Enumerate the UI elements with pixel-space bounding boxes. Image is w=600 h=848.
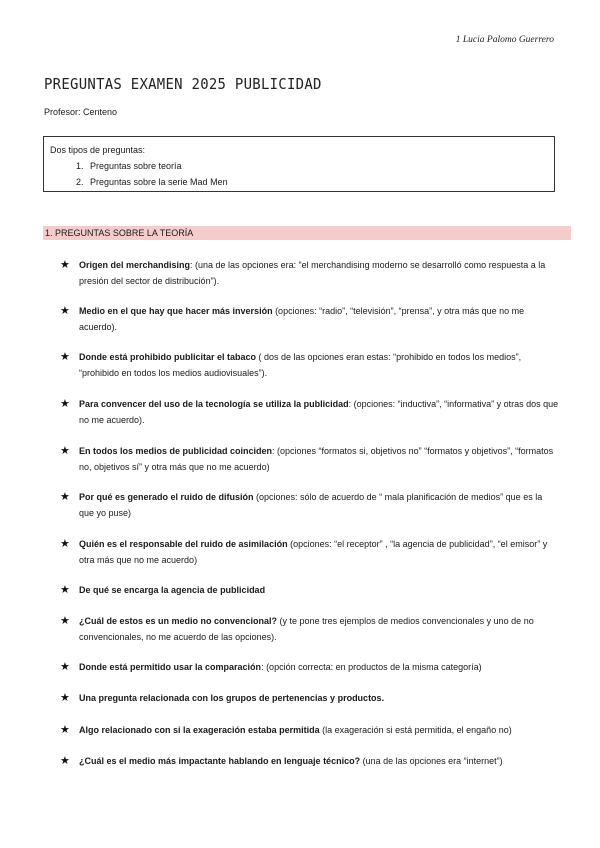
star-icon: ★ <box>60 305 70 317</box>
question-title: ¿Cuál es el medio más impactante hablando en lenguaje técnico? <box>79 756 361 766</box>
question-title: Por qué es generado el ruido de difusión <box>79 492 254 502</box>
question-title: Donde está prohibido publicitar el tabaco <box>79 352 257 362</box>
section-heading: 1. PREGUNTAS SOBRE LA TEORÍA <box>43 226 571 240</box>
question-item <box>79 582 559 598</box>
question-detail: (opciones: sólo de acuerdo de “ mala planificación de medios” que es la que yo puse) <box>79 492 543 518</box>
question-detail: (opciones: “radio”, “televisión”, “prensa”, y otra más que no me acuerdo). <box>79 306 525 332</box>
star-icon: ★ <box>60 661 70 673</box>
question-item <box>79 349 559 381</box>
star-icon: ★ <box>60 615 70 627</box>
question-item <box>79 613 559 645</box>
star-icon: ★ <box>60 584 70 596</box>
question-item <box>79 536 559 568</box>
star-icon: ★ <box>60 351 70 363</box>
question-item <box>79 257 559 289</box>
question-detail: : (opciones: “inductiva”, “informativa” y otras dos que no me acuerdo). <box>79 399 559 425</box>
question-types-list <box>50 158 548 190</box>
star-icon: ★ <box>60 259 70 271</box>
question-detail: (una de las opciones era “internet”) <box>360 756 503 766</box>
question-title: Quién es el responsable del ruido de asimilación <box>79 539 288 549</box>
question-item <box>79 396 559 428</box>
question-detail: ( dos de las opciones eran estas: “prohibido en todos los medios”, “prohibido en todos los medios audiovisuales”). <box>79 352 522 378</box>
star-icon: ★ <box>60 445 70 457</box>
question-item <box>79 722 559 738</box>
question-detail: : (opción correcta: en productos de la misma categoría) <box>261 662 482 672</box>
question-item <box>79 443 559 475</box>
question-title: Donde está permitido usar la comparación <box>79 662 262 672</box>
question-item <box>79 659 559 675</box>
question-title: Una pregunta relacionada con los grupos de pertenencias y productos. <box>79 693 385 703</box>
question-detail: : (una de las opciones era: “el merchandising moderno se desarrolló como respuesta a la presión del sector de distribución”). <box>79 260 546 286</box>
star-icon: ★ <box>60 491 70 503</box>
author-header: 1 Lucia Palomo Guerrero <box>455 35 554 45</box>
question-title: Origen del merchandising <box>79 260 191 270</box>
question-item <box>79 690 559 706</box>
question-detail: (la exageración si está permitida, el engaño no) <box>319 725 512 735</box>
question-item <box>79 303 559 335</box>
question-detail: (opciones: “el receptor” , “la agencia de publicidad”, “el emisor” y otra más que no me acuerdo) <box>79 539 548 565</box>
question-item <box>79 489 559 521</box>
star-icon: ★ <box>60 724 70 736</box>
question-title: Para convencer del uso de la tecnología se utiliza la publicidad <box>79 399 349 409</box>
star-icon: ★ <box>60 538 70 550</box>
page-title: PREGUNTAS EXAMEN 2025 PUBLICIDAD <box>44 75 322 93</box>
star-icon: ★ <box>60 755 70 767</box>
question-title: En todos los medios de publicidad coinciden <box>79 446 273 456</box>
question-types-box <box>43 136 555 192</box>
question-title: ¿Cuál de estos es un medio no convencional? <box>79 616 278 626</box>
question-title: Algo relacionado con si la exageración estaba permitida <box>79 725 320 735</box>
question-detail: : (opciones “formatos si, objetivos no” “formatos y objetivos”, “formatos no, objetivos sí” y otra más que no me acuerdo) <box>79 446 554 472</box>
question-title: Medio en el que hay que hacer más inversión <box>79 306 273 316</box>
question-title: De qué se encarga la agencia de publicidad <box>79 585 266 595</box>
star-icon: ★ <box>60 692 70 704</box>
question-type-item: 1. Preguntas sobre teoría <box>86 158 548 174</box>
star-icon: ★ <box>60 398 70 410</box>
teacher-line: Profesor: Centeno <box>44 107 118 117</box>
question-types-label: Dos tipos de preguntas: <box>50 145 146 155</box>
question-item <box>79 753 559 769</box>
question-detail: (y te pone tres ejemplos de medios convencionales y uno de no convencionales, no me acuerdo de las opciones). <box>79 616 534 642</box>
question-type-item: 2. Preguntas sobre la serie Mad Men <box>86 174 548 190</box>
